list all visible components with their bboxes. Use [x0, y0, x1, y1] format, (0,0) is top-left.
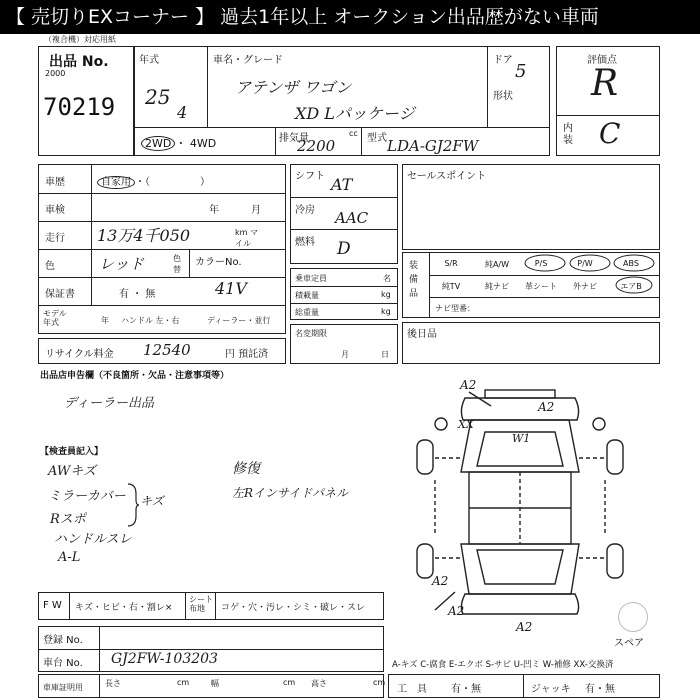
- fw-text: キズ・ヒビ・右・割レ×: [75, 603, 173, 613]
- eq-aw: 純A/W: [484, 260, 510, 269]
- cert-height: 高さ: [311, 679, 327, 688]
- inspection-month: 月: [251, 205, 261, 216]
- model-value: アテンザ ワゴン: [235, 78, 352, 97]
- damage-legend: A-キズ C-腐食 E-エクボ S-サビ U-凹ミ W-補修 XX-交換済: [392, 660, 614, 670]
- after-box: [402, 322, 660, 364]
- fuel-value: D: [337, 239, 351, 259]
- displacement-unit: cc: [349, 129, 358, 138]
- damage-mark-7: A2: [516, 620, 533, 634]
- weight-unit: kg: [381, 307, 391, 316]
- year-value: 25: [145, 85, 171, 109]
- equipment-circles: [402, 252, 660, 318]
- ac-value: AAC: [335, 209, 369, 227]
- cert-box: [38, 674, 384, 698]
- inspection-year: 年: [209, 205, 219, 216]
- type-value: LDA-GJ2FW: [387, 137, 479, 155]
- capacity-unit: 名: [383, 274, 391, 283]
- mileage-unit: km マイル: [235, 228, 258, 248]
- sales-point-box: [402, 164, 660, 250]
- door-label: ドア: [493, 55, 513, 66]
- equipment-label: 装備品: [409, 261, 419, 299]
- eq-airbag: エアB: [620, 282, 642, 291]
- cert-width: 幅: [211, 679, 219, 688]
- spare-tire-icon: [618, 602, 648, 632]
- shape-label: 形状: [493, 91, 513, 102]
- color-change: 色替: [173, 254, 181, 274]
- notes-label: 出品店申告欄（不良箇所・欠品・注意事項等）: [40, 371, 230, 381]
- damage-mark-2: A2: [538, 400, 555, 414]
- capacity-table: [290, 268, 398, 320]
- after-label: 後日品: [407, 329, 437, 340]
- fw-label: F W: [43, 600, 62, 611]
- color-no-label: カラーNo.: [195, 257, 242, 268]
- eq-sr: S/R: [444, 259, 458, 268]
- recycle-unit: 円 預託済: [225, 349, 269, 360]
- eq-pw: P/W: [577, 259, 593, 268]
- door-value: 5: [515, 61, 527, 82]
- interior-label: 内装: [563, 123, 573, 146]
- color-label: 色: [45, 261, 55, 272]
- color-value: レッド: [99, 255, 144, 273]
- score-value: R: [591, 63, 619, 104]
- drive-2wd: 2WD ・ 4WD: [141, 135, 216, 151]
- warranty-value: 有 ・ 無: [119, 289, 156, 300]
- recycle-value: 12540: [143, 341, 191, 359]
- damage-mark-1: A2: [460, 378, 477, 392]
- weight-label: 総重量: [295, 308, 319, 317]
- registration-box: [38, 626, 384, 672]
- deadline-label: 名変期限: [295, 329, 327, 338]
- mid-table: [290, 164, 398, 264]
- navi-label: ナビ型番：: [435, 304, 475, 313]
- inspector-line-5: A-L: [58, 550, 81, 565]
- damage-mark-5: A2: [432, 574, 449, 588]
- inspector-line-4: ハンドルスレ: [54, 532, 132, 547]
- recycle-box: [38, 338, 286, 364]
- recycle-label: リサイクル料金: [45, 349, 114, 360]
- year-month: 4: [177, 103, 188, 122]
- vehicle-box: [134, 46, 550, 156]
- ac-label: 冷房: [295, 205, 315, 216]
- eq-tv: 純TV: [441, 282, 461, 291]
- cert-height-cm: cm: [373, 678, 386, 687]
- jack-label: ジャッキ: [531, 684, 571, 695]
- deadline-table: [290, 324, 398, 364]
- chassis-label: 車台 No.: [43, 658, 83, 669]
- grade-value: XD Lパッケージ: [295, 104, 415, 123]
- sales-point-label: セールスポイント: [407, 171, 487, 182]
- cert-long-cm: cm: [177, 678, 190, 687]
- displacement-value: 2200: [297, 137, 336, 155]
- notes-text: ディーラー出品: [64, 396, 154, 411]
- spare-label: スペア: [614, 638, 644, 649]
- color-no-value: 41V: [215, 279, 247, 298]
- fuel-label: 燃料: [295, 237, 315, 248]
- inspector-label: 【検査員記入】: [40, 447, 104, 457]
- banner: 【 売切りEXコーナー 】 過去1年以上 オークション出品歴がない車両: [0, 0, 700, 34]
- eq-navi: 純ナビ: [485, 282, 509, 291]
- damage-mark-3: XX: [458, 418, 474, 431]
- repair-value: 左Rインサイドパネル: [232, 486, 348, 500]
- inspector-line-2: ミラーカバー: [48, 489, 126, 504]
- type-label: 型式: [367, 133, 387, 144]
- inspector-line-1: AWキズ: [48, 464, 96, 479]
- repair-label: 修復: [232, 461, 260, 477]
- form-note: （複合機）対応用紙: [44, 35, 116, 44]
- eq-ps: P/S: [534, 259, 548, 268]
- deadline-month: 月: [341, 350, 349, 359]
- jack-value: 有・無: [585, 684, 615, 695]
- handle: ハンドル 左・右: [121, 316, 180, 325]
- lot-label: 出品 No.: [49, 54, 109, 70]
- interior-value: C: [599, 117, 621, 150]
- displacement-label: 排気量: [279, 133, 309, 144]
- history-value: 自家用 ・（ ）: [97, 173, 210, 188]
- mileage-label: 走行: [45, 233, 65, 244]
- lot-tag: 2000: [45, 69, 66, 78]
- inspection-label: 車検: [45, 205, 65, 216]
- damage-mark-4: W1: [512, 432, 531, 445]
- eq-leather: 革シート: [525, 282, 557, 291]
- capacity-label: 乗車定員: [295, 274, 327, 283]
- dealer: ディーラー・並行: [207, 316, 271, 325]
- inspector-mark: キズ: [140, 494, 164, 508]
- year-label: 年式: [139, 55, 159, 66]
- chassis-value: GJ2FW-103203: [111, 651, 218, 667]
- score-label: 評価点: [587, 55, 617, 66]
- model-year-label: モデル年式: [43, 309, 67, 327]
- car-diagram: [405, 380, 635, 630]
- model-year-small: 年: [101, 316, 109, 325]
- damage-mark-6: A2: [448, 604, 465, 618]
- inspector-bracket: [126, 482, 140, 528]
- tools-label: 工 具: [397, 684, 427, 695]
- model-label: 車名・グレード: [213, 55, 283, 66]
- left-table: [38, 164, 286, 334]
- lot-number: 70219: [43, 93, 116, 121]
- eq-abs: ABS: [623, 259, 639, 268]
- score-box: [556, 46, 660, 156]
- shift-label: シフト: [295, 171, 325, 182]
- shift-value: AT: [331, 175, 353, 194]
- cert-width-cm: cm: [283, 678, 296, 687]
- inspector-line-3: Rスポ: [50, 512, 86, 527]
- load-unit: kg: [381, 290, 391, 299]
- mileage-value: 13万4千050: [97, 226, 191, 245]
- seat-label: シート布地: [189, 595, 213, 613]
- cert-long: 長さ: [105, 679, 121, 688]
- seat-text: コゲ・穴・汚レ・シミ・破レ・スレ: [221, 603, 366, 613]
- reg-label: 登録 No.: [43, 635, 83, 646]
- tools-value: 有・無: [451, 684, 481, 695]
- warranty-label: 保証書: [45, 289, 75, 300]
- load-label: 積載量: [295, 291, 319, 300]
- eq-extnavi: 外ナビ: [573, 282, 597, 291]
- tools-box: [388, 674, 660, 698]
- history-label: 車歴: [45, 177, 65, 188]
- deadline-day: 日: [381, 350, 389, 359]
- cert-label: 車庫証明用: [43, 683, 83, 692]
- fw-row: [38, 592, 384, 620]
- lot-box: [38, 46, 134, 156]
